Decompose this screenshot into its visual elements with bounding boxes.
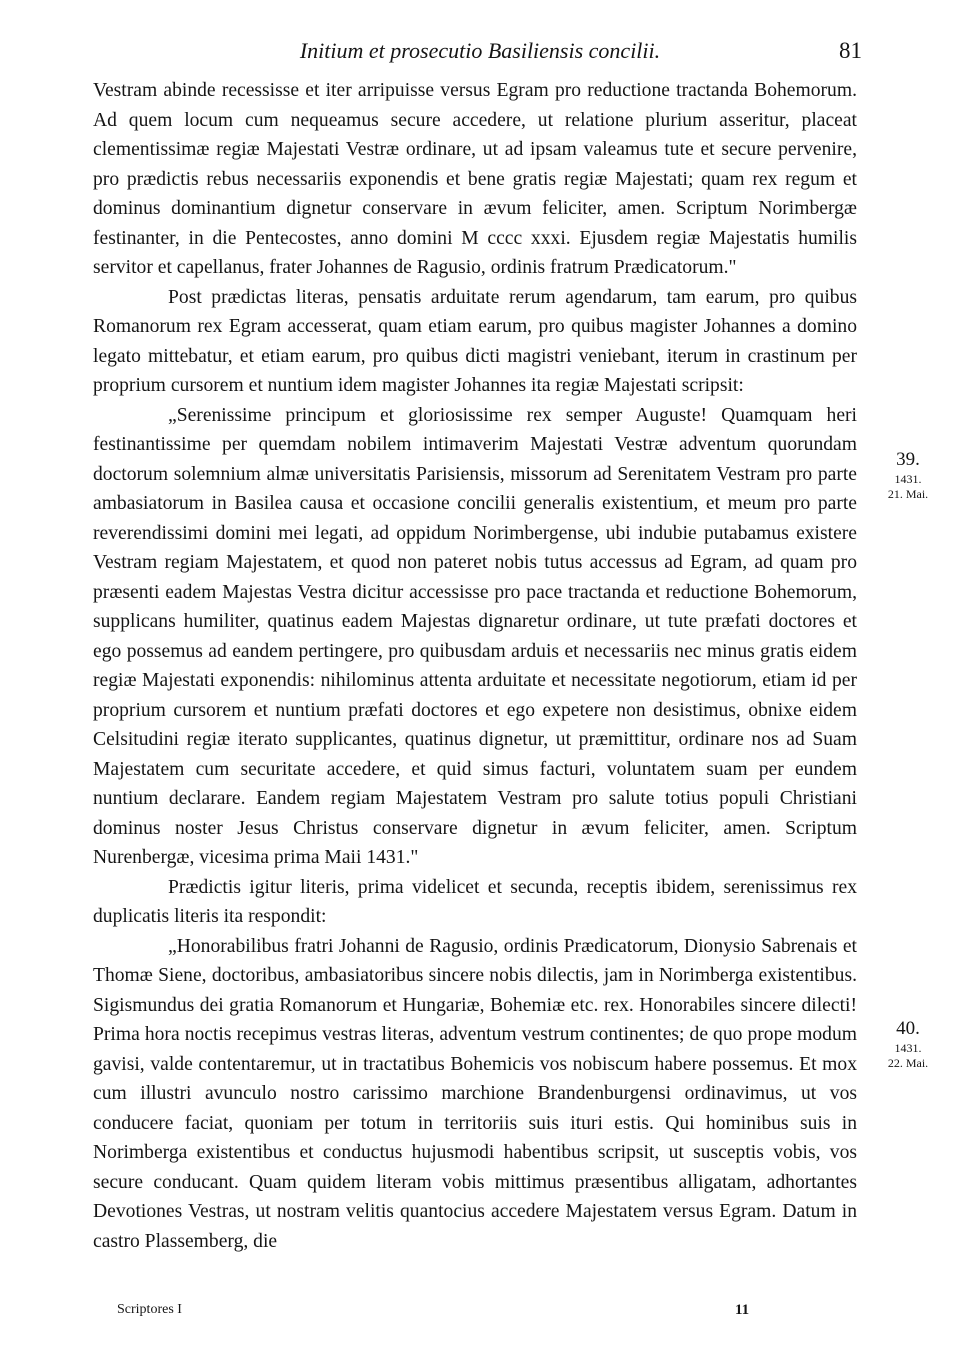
page-number: 81 — [839, 38, 862, 63]
margin-note-date: 21. Mai. — [887, 486, 929, 501]
margin-note-year: 1431. — [894, 1040, 922, 1055]
margin-note-date: 22. Mai. — [887, 1055, 929, 1070]
margin-note-number: 40. — [896, 1018, 920, 1039]
footer-signature: 11 — [735, 1302, 750, 1318]
running-head — [0, 36, 960, 66]
paragraph-continuation: Vestram abinde recessisse et iter arripuisse versus Egram pro reductione tractanda Bohemorum. Ad quem locum cum nequeamus secure accedere, ut relatione plurium asseritur, placeat clementissimæ regiæ Majestati Vestræ ordinare, ut ad ipsam valeamus tute et secure pervenire, pro prædictis rebus necessariis exponendis et bene gratis regiæ Majestati; quam rex regum et dominus dominantium dignetur conservare in ævum feliciter, amen. Scriptum Norimbergæ festinanter, in die Pentecostes, anno domini M cccc xxxi. Ejusdem regiæ Majestatis humilis servitor et capellanus, frater Johannes de Ragusio, ordinis fratrum Prædicatorum." — [93, 80, 857, 278]
main-text — [93, 76, 857, 1256]
paragraph-letter-39: „Serenissime principum et gloriosissime rex semper Auguste! Quamquam heri festinantissime per quemdam nobilem intimaverim Majestati Vestræ adventum quorundam doctorum solemnium almæ universitatis Parisiensis, missorum ad Serenitatem Vestram pro parte ambasiatorum in Basilea causa et occasione concilii generalis existentium, et meum pro parte reverendissimi domini mei legati, ad oppidum Norimbergense, ubi indubie putabamus existere Vestram regiam Majestatem, et quod non pateret nobis tutus accessus ad Egram, ad quam pro præsenti eadem Majestas Vestra dicitur accessisse pro pace tractanda et reductione Bohemorum, supplicans humiliter, quatinus eadem Majestas dignaretur ordinare, ut tute præfati doctores et ego possemus ad eandem pertingere, pro quibusdam arduis et necessariis nec minus gratis eidem regiæ Majestati exponendis: nihilominus attenta arduitate et necessitate negotiorum, etiam id per proprium cursorem et nuntium præfati doctores et ego expetere non desistimus, obnixe eidem Celsitudini regiæ iterato supplicantes, quatinus dignetur, ut præmittitur, ordinare nos ad Suam Majestatem cum securitate accedere, et quid simus facturi, voluntatem suam per eundem nuntium declarare. Eandem regiam Majestatem Vestram pro salute totius populi Christiani dominus noster Jesus Christus conservare dignetur in ævum feliciter, amen. Scriptum Nurenbergæ, vicesima prima Maii 1431." — [93, 404, 857, 868]
margin-note-number: 39. — [896, 449, 920, 470]
margin-note-39 — [872, 448, 944, 502]
running-title: Initium et prosecutio Basiliensis concilii. — [299, 38, 661, 63]
margin-note-year: 1431. — [894, 471, 922, 486]
paragraph-narrative-2: Prædictis igitur literis, prima videlicet et secunda, receptis ibidem, serenissimus rex duplicatis literis ita respondit: — [93, 876, 857, 927]
footer-series: Scriptores I — [117, 1302, 182, 1317]
paragraph-narrative: Post prædictas literas, pensatis arduitate rerum agendarum, tam earum, pro quibus Romanorum rex Egram accesserat, quam etiam earum, pro quibus magister Johannes a domino legato mittebatur, et etiam earum, pro quibus dicti magistri veniebant, iterum in crastinum per proprium cursorem et nuntium idem magister Johannes ita regiæ Majestati scripsit: — [93, 286, 857, 396]
paragraph-letter-40: „Honorabilibus fratri Johanni de Ragusio, ordinis Prædicatorum, Dionysio Sabrenais et Thomæ Siene, doctoribus, ambasiatoribus sincere nobis dilectis, jam in Norimberga existentibus. Sigismundus dei gratia Romanorum et Hungariæ, Bohemiæ etc. rex. Honorabiles sincere dilecti! Prima hora noctis recepimus vestras literas, adventum vestrum continentes; de quo prope modum gavisi, valde contentaremur, ut in tractatibus Bohemicis vos nobiscum habere possemus. Et mox cum illustri avunculo nostro carissimo marchione Brandenburgensi ordinavimus, ut vos conducere faciat, quoniam per totum in territoriis suis ituri estis. Qui hominibus suis in Norimberga existentibus et conductus hujusmodi habentibus scripsit, ut susceptis vobis, vos secure conducant. Quam quidem literam vobis mittimus præsentibus alligatam, adhortantes Devotiones Vestras, ut nostram velitis quantocius accedere Majestatem versus Egram. Datum in castro Plassemberg, die — [93, 935, 857, 1252]
margin-note-40 — [872, 1017, 944, 1071]
